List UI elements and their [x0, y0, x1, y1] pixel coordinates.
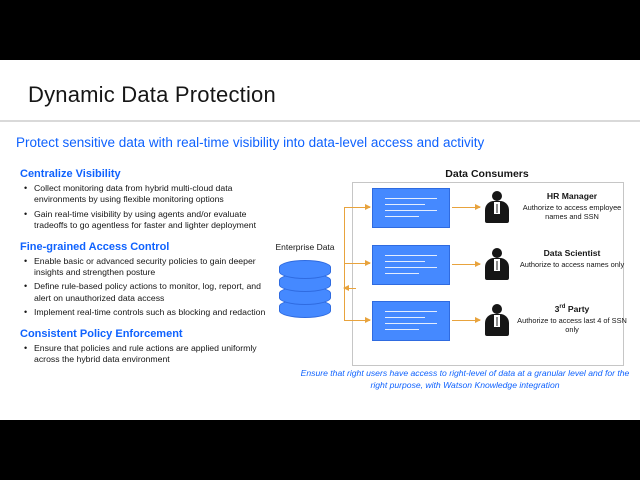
list-item: • Implement real-time controls such as blocking and redaction: [34, 307, 278, 318]
section-heading: Consistent Policy Enforcement: [20, 327, 183, 340]
page-title: Dynamic Data Protection: [28, 82, 276, 107]
section-centralize-visibility: [16, 168, 278, 232]
list-item: • Ensure that policies and rule actions are applied uniformly across the hybrid data environment: [34, 343, 278, 366]
consumer-desc-1: Authorize to access employee names and SSN: [522, 203, 622, 222]
list-item: • Collect monitoring data from hybrid multi-cloud data environments by using flexible monitoring options: [34, 183, 278, 206]
list-item: • Define rule-based policy actions to monitor, log, report, and alert on unauthorized data access: [34, 281, 278, 304]
enterprise-data-database-icon: [276, 260, 332, 320]
bullet-list: [16, 256, 278, 319]
section-heading: Fine-grained Access Control: [20, 240, 170, 253]
enterprise-data-label: Enterprise Data: [275, 242, 335, 252]
arrow-to-consumer-1: [452, 207, 480, 208]
section-fine-grained-access-control: [16, 241, 278, 319]
list-item: • Gain real-time visibility by using agents and/or evaluate tradeoffs to go agentless for faster and lighter deployment: [34, 209, 278, 232]
title-divider: [0, 120, 640, 122]
consumer-desc-2: Authorize to access names only: [519, 260, 625, 269]
slide: [0, 60, 640, 420]
person-icon-hr-manager: [484, 190, 510, 224]
diagram-caption: Ensure that right users have access to right-level of data at a granular level and for the right purpose, with Watson Knowledge integration: [300, 368, 630, 390]
database-table-icon: [372, 188, 450, 228]
database-row-1: [372, 188, 448, 226]
content-left-column: [16, 168, 278, 374]
consumer-name-2: Data Scientist: [543, 248, 601, 258]
section-consistent-policy-enforcement: [16, 328, 278, 366]
database-row-2: [372, 245, 448, 283]
database-row-3: [372, 301, 448, 339]
connector-arrow-row-3: [344, 320, 370, 321]
database-table-icon: [372, 301, 450, 341]
title-band: [0, 60, 640, 120]
connector-source-stub: [344, 288, 356, 289]
arrow-to-consumer-3: [452, 320, 480, 321]
person-icon-third-party: [484, 303, 510, 337]
database-cylinder: [279, 260, 331, 279]
bullet-list: [16, 183, 278, 232]
database-table-icon: [372, 245, 450, 285]
section-heading: Centralize Visibility: [20, 168, 121, 180]
person-icon-data-scientist: [484, 247, 510, 281]
consumer-name-3: 3rd Party: [554, 304, 590, 314]
consumer-desc-3: Authorize to access last 4 of SSN only: [517, 316, 627, 335]
list-item: • Enable basic or advanced security policies to gain deeper insights and strengthen posture: [34, 256, 278, 279]
connector-arrow-row-1: [344, 207, 370, 208]
connector-arrow-row-2: [344, 263, 370, 264]
data-consumers-label: Data Consumers: [445, 168, 529, 180]
arrow-to-consumer-2: [452, 264, 480, 265]
consumer-name-1: HR Manager: [546, 191, 598, 201]
bullet-list: [16, 343, 278, 366]
slide-subtitle: Protect sensitive data with real-time visibility into data-level access and activity: [16, 135, 485, 150]
